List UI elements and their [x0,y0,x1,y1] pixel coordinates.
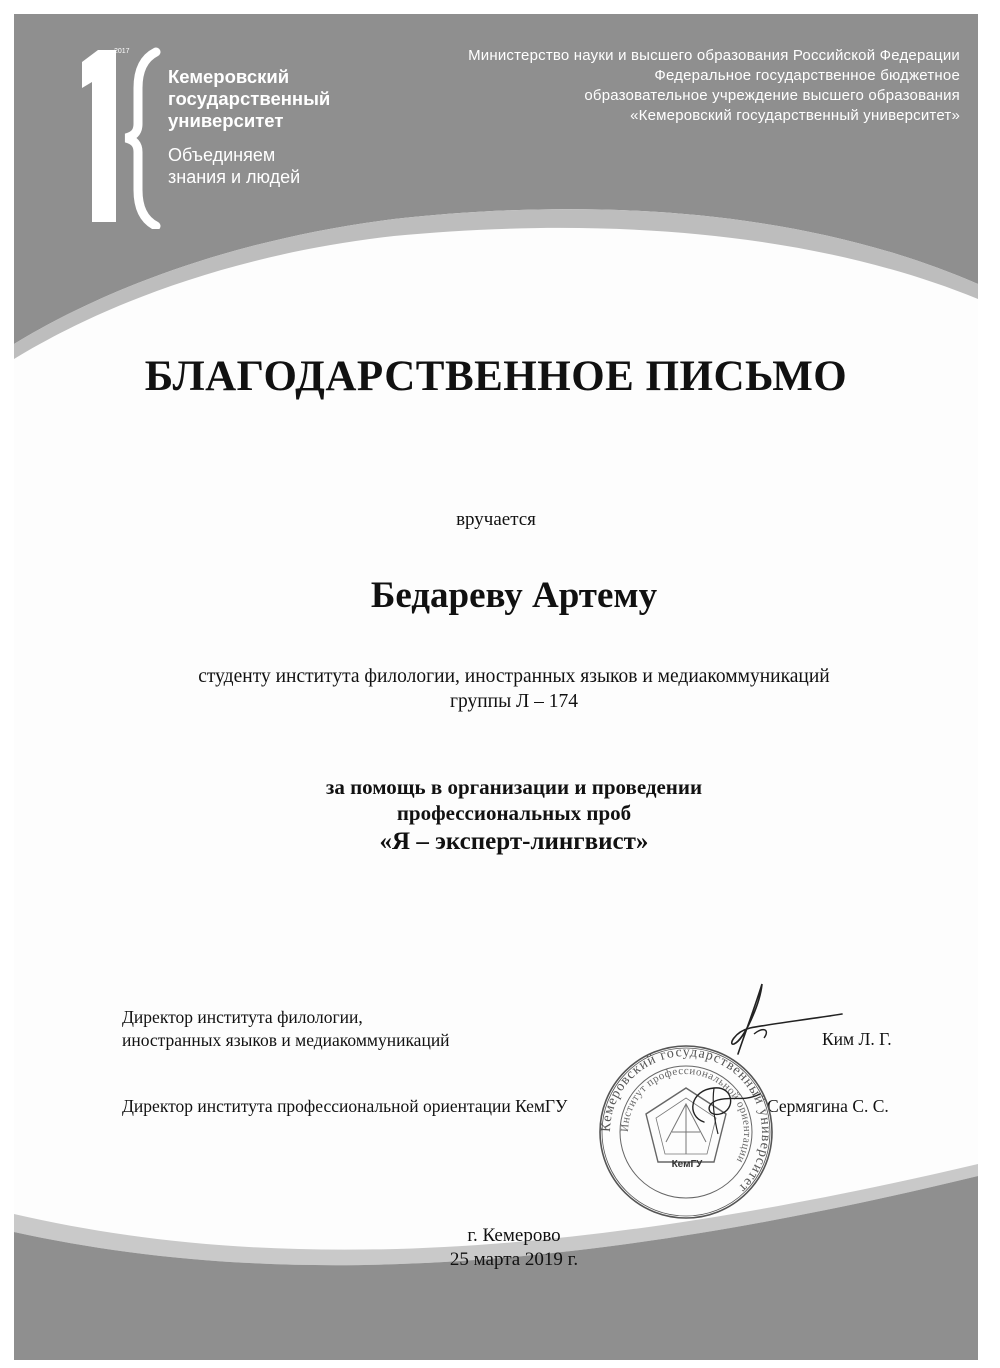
slogan-line: Объединяем [168,145,276,165]
university-name [168,66,330,132]
ministry-line: образовательное учреждение высшего образования [584,87,960,104]
signatory-title-line: иностранных языков и медиакоммуникаций [122,1030,450,1050]
reason-line: профессиональных проб [396,801,632,825]
city: г. Кемерово [467,1225,561,1246]
slogan [168,144,300,188]
stamp-center-label: КемГУ [671,1159,703,1170]
document-title: БЛАГОДАРСТВЕННОЕ ПИСЬМО [144,353,848,400]
second-signatory-name: Сермягина С. С. [767,1096,889,1116]
university-name-line: Кемеровский [168,66,290,87]
place-and-date [14,1224,978,1272]
slogan-line: знания и людей [168,167,301,187]
second-signatory-title: Директор института профессиональной ориентации КемГУ [122,1096,568,1116]
ministry-line: Федеральное государственное бюджетное [654,67,960,84]
university-logo-icon [52,44,182,229]
logo-year: 2017 [114,48,130,55]
university-name-line: университет [168,110,284,131]
recipient-name: Бедареву Артему [370,575,658,616]
signatory-title-line: Директор института филологии, [122,1007,363,1027]
group-line: группы Л – 174 [449,691,579,712]
ministry-line: Министерство науки и высшего образования Российской Федерации [468,47,960,64]
certificate-page [14,14,978,1360]
first-signatory-name: Ким Л. Г. [822,1029,892,1049]
recipient-role [14,664,978,714]
stamp-inner-text: Институт профессиональной ориентации [618,1064,754,1165]
event-name: «Я – эксперт-лингвист» [379,828,649,855]
ministry-line: «Кемеровский государственный университет» [630,107,960,124]
reason-line: за помощь в организации и проведении [325,775,703,799]
stamp-ring-text: Кемеровский государственный университет [598,1044,774,1196]
first-signatory-title [122,1006,450,1052]
reason-block [14,774,978,858]
university-name-line: государственный [168,88,331,109]
ministry-header [360,46,960,126]
issue-date: 25 марта 2019 г. [449,1249,579,1270]
first-signature-icon [704,974,844,1064]
role-line: студенту института филологии, иностранных языков и медиакоммуникаций [198,666,830,687]
awarded-label: вручается [456,509,536,530]
second-signature-icon [674,1076,764,1136]
